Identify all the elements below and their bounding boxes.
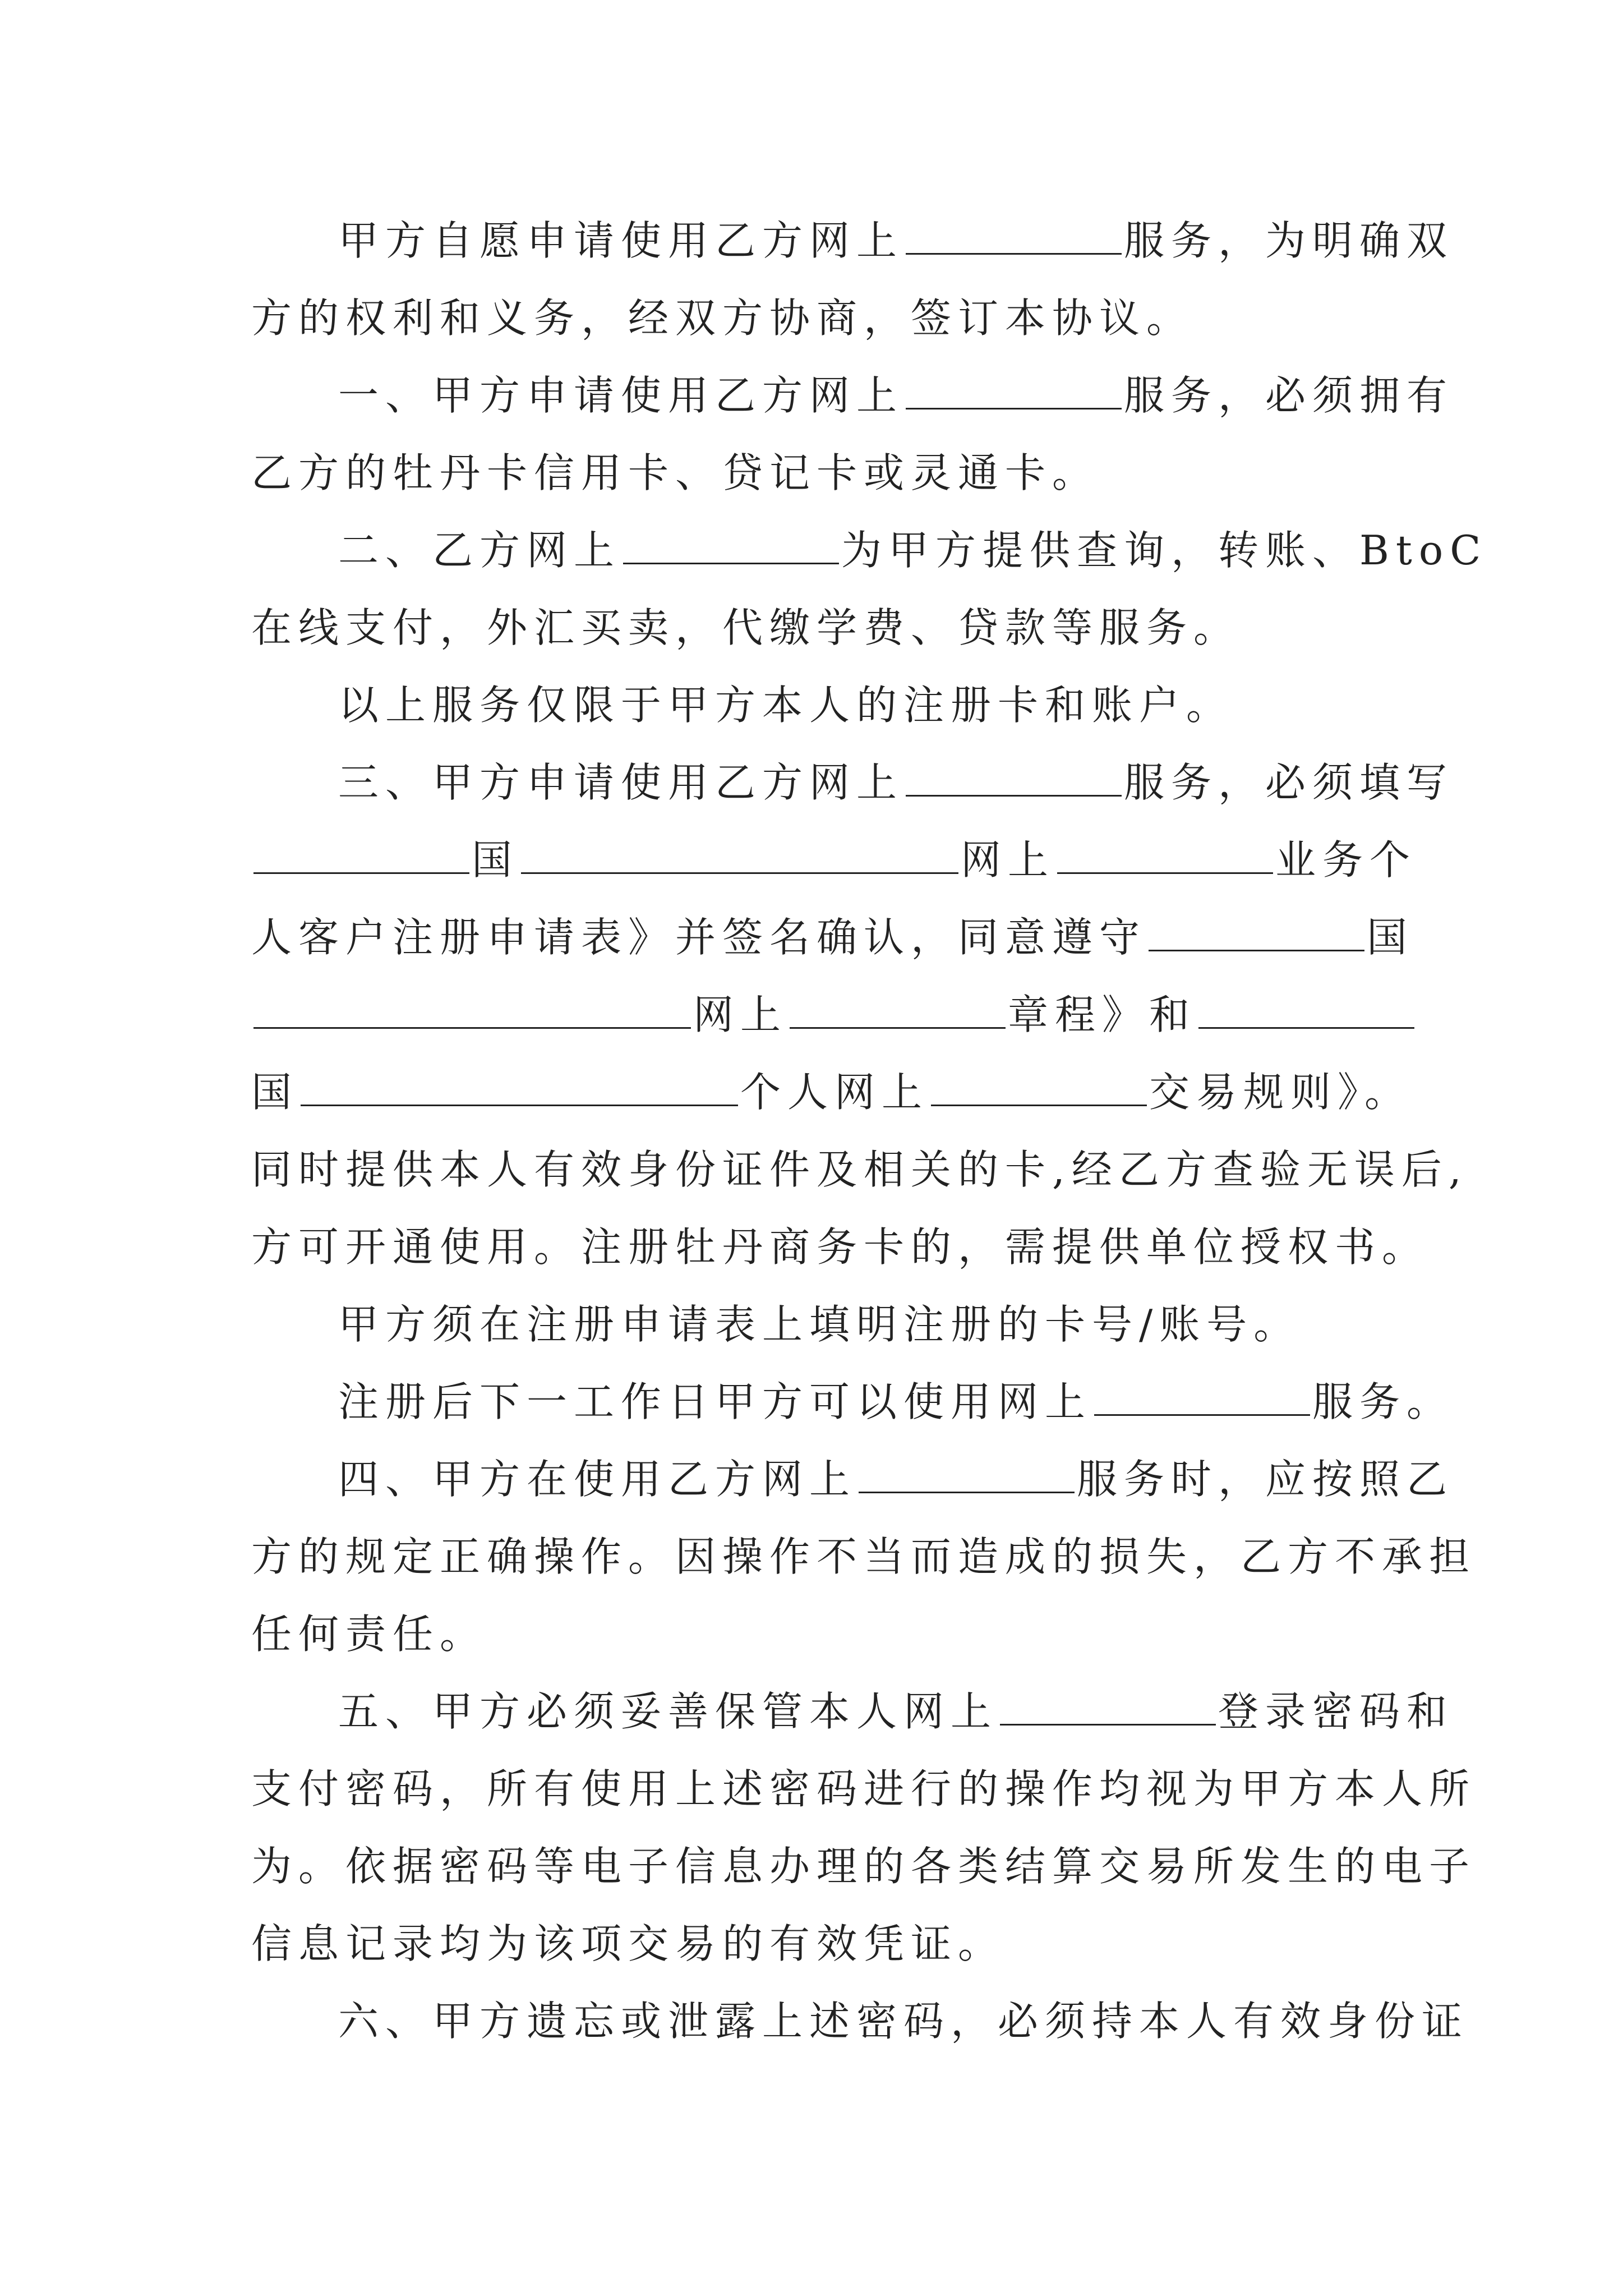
text-segment: 为甲方提供查询，转账、BtoC bbox=[841, 527, 1488, 574]
fill-in-blank[interactable] bbox=[859, 1451, 1075, 1493]
text-segment: 为。依据密码等电子信息办理的各类结算交易所发生的电子 bbox=[251, 1843, 1477, 1890]
text-segment: 登录密码和 bbox=[1218, 1688, 1454, 1735]
text-segment: 注册后下一工作日甲方可以使用网上 bbox=[338, 1378, 1092, 1425]
clause-3-line-3 bbox=[251, 899, 1414, 976]
fill-in-blank[interactable] bbox=[906, 367, 1122, 409]
text-segment: 服务。 bbox=[1312, 1378, 1454, 1425]
activation-note-line bbox=[251, 1363, 1454, 1441]
paragraph-intro-line-1 bbox=[251, 202, 1454, 279]
clause-3-line-5 bbox=[251, 1053, 1412, 1131]
paragraph-intro-line-2 bbox=[251, 279, 1193, 357]
text-segment: 方可开通使用。注册牡丹商务卡的，需提供单位授权书。 bbox=[251, 1223, 1430, 1271]
text-segment: 方的权利和义务，经双方协商，签订本协议。 bbox=[251, 295, 1194, 342]
text-segment: 一、甲方申请使用乙方网上 bbox=[338, 372, 904, 419]
clause-3-line-1 bbox=[251, 744, 1454, 821]
fill-in-blank[interactable] bbox=[1094, 1374, 1310, 1416]
fill-in-blank[interactable] bbox=[931, 1064, 1147, 1106]
text-segment: 国 bbox=[251, 1069, 299, 1116]
clause-4-line-3 bbox=[251, 1595, 487, 1673]
text-segment: 信息记录均为该项交易的有效凭证。 bbox=[251, 1920, 1006, 1967]
text-segment: 甲方自愿申请使用乙方网上 bbox=[338, 217, 904, 264]
text-segment: 以上服务仅限于甲方本人的注册卡和账户。 bbox=[338, 682, 1234, 729]
clause-3-line-6 bbox=[251, 1131, 1468, 1208]
clause-1-line-2 bbox=[251, 434, 1099, 512]
clause-5-line-2 bbox=[251, 1750, 1476, 1828]
fill-in-blank[interactable] bbox=[623, 522, 839, 564]
text-segment: 三、甲方申请使用乙方网上 bbox=[338, 759, 904, 806]
clause-6-line-1 bbox=[251, 1982, 1469, 2060]
text-segment: 五、甲方必须妥善保管本人网上 bbox=[338, 1688, 998, 1735]
text-segment: 章程》和 bbox=[1008, 991, 1197, 1038]
text-segment: 人客户注册申请表》并签名确认，同意遵守 bbox=[251, 914, 1147, 961]
text-segment: 四、甲方在使用乙方网上 bbox=[338, 1456, 857, 1503]
text-segment: 网上 bbox=[693, 991, 788, 1038]
text-segment: 同时提供本人有效身份证件及相关的卡,经乙方查验无误后, bbox=[251, 1146, 1468, 1193]
text-segment: 方的规定正确操作。因操作不当而造成的损失，乙方不承担 bbox=[251, 1533, 1477, 1580]
text-segment: 服务时，应按照乙 bbox=[1077, 1456, 1454, 1503]
text-segment: 业务个 bbox=[1275, 836, 1417, 884]
fill-in-blank[interactable] bbox=[790, 987, 1006, 1029]
clause-3-line-4 bbox=[251, 976, 1417, 1053]
clause-2-line-1 bbox=[251, 512, 1487, 589]
fill-in-blank[interactable] bbox=[301, 1064, 738, 1106]
clause-1-line-1 bbox=[251, 357, 1454, 434]
services-scope-line bbox=[251, 666, 1233, 744]
text-segment: 任何责任。 bbox=[251, 1611, 487, 1658]
fill-in-blank[interactable] bbox=[906, 213, 1122, 255]
fill-in-blank[interactable] bbox=[1057, 832, 1273, 874]
text-segment: 网上 bbox=[961, 836, 1055, 884]
text-segment: 服务，必须填写 bbox=[1124, 759, 1454, 806]
text-segment: 服务，必须拥有 bbox=[1124, 372, 1454, 419]
text-segment: 交易规则》。 bbox=[1149, 1069, 1412, 1116]
text-segment: 个人网上 bbox=[740, 1069, 929, 1116]
clause-5-line-3 bbox=[251, 1828, 1476, 1905]
fill-in-blank[interactable] bbox=[906, 754, 1122, 797]
clause-3-line-7 bbox=[251, 1208, 1429, 1286]
text-segment: 国 bbox=[1367, 914, 1414, 961]
text-segment: 支付密码，所有使用上述密码进行的操作均视为甲方本人所 bbox=[251, 1765, 1477, 1812]
text-segment: 乙方的牡丹卡信用卡、贷记卡或灵通卡。 bbox=[251, 449, 1100, 496]
fill-in-blank[interactable] bbox=[521, 832, 958, 874]
fill-in-blank[interactable] bbox=[1198, 987, 1414, 1029]
fill-in-blank[interactable] bbox=[1000, 1683, 1216, 1726]
text-segment: 在线支付，外汇买卖，代缴学费、贷款等服务。 bbox=[251, 604, 1241, 651]
fill-in-blank[interactable] bbox=[253, 832, 469, 874]
card-number-note-line bbox=[251, 1286, 1301, 1363]
clause-2-line-2 bbox=[251, 589, 1241, 666]
clause-5-line-1 bbox=[251, 1673, 1454, 1750]
text-segment: 六、甲方遗忘或泄露上述密码，必须持本人有效身份证 bbox=[338, 1998, 1469, 2045]
text-segment: 国 bbox=[472, 836, 519, 884]
clause-4-line-2 bbox=[251, 1518, 1476, 1595]
text-segment: 二、乙方网上 bbox=[338, 527, 621, 574]
text-segment: 甲方须在注册申请表上填明注册的卡号/账号。 bbox=[338, 1301, 1301, 1348]
clause-4-line-1 bbox=[251, 1441, 1454, 1518]
fill-in-blank[interactable] bbox=[1149, 909, 1364, 951]
fill-in-blank[interactable] bbox=[253, 987, 691, 1029]
clause-3-line-2 bbox=[251, 821, 1417, 899]
clause-5-line-4 bbox=[251, 1905, 1005, 1982]
text-segment: 服务，为明确双 bbox=[1124, 217, 1454, 264]
